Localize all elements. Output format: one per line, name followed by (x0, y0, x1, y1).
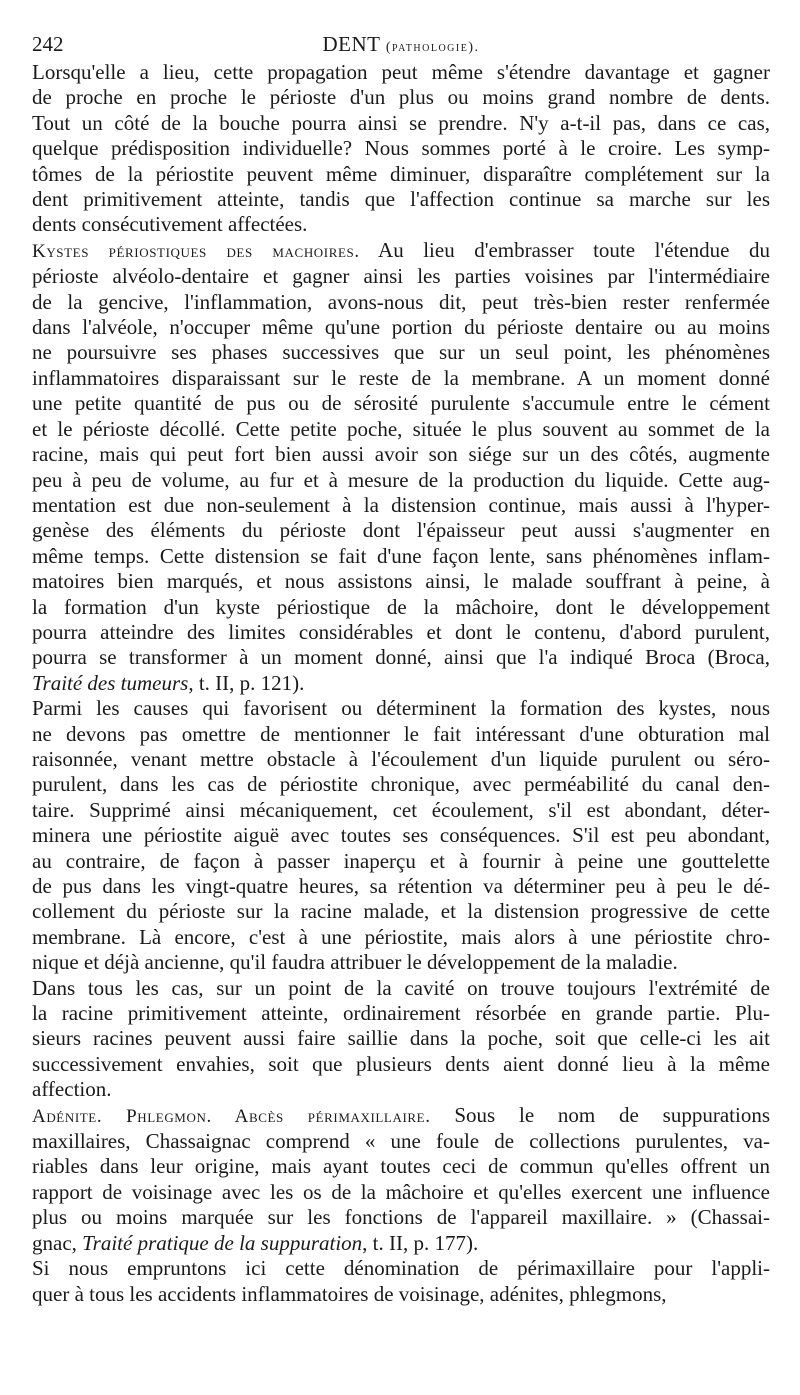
text-line (32, 544, 770, 569)
text-line (32, 238, 770, 264)
line-text: de la gencive, l'inflammation, avons-nous dit, peut très-bien rester renfermée (32, 289, 770, 314)
running-title (32, 32, 770, 57)
text-line (32, 798, 770, 823)
text-line (32, 442, 770, 467)
page-number: 242 (32, 32, 64, 56)
line-text: la formation d'un kyste périostique de la mâchoire, dont le développement (32, 594, 770, 619)
text-line (32, 874, 770, 899)
text-line (32, 315, 770, 340)
text-line (32, 899, 770, 924)
text-line (32, 493, 770, 518)
line-text: purulent, dans les cas de périostite chronique, avec perméabilité du canal den- (32, 772, 770, 797)
section-heading: Kystes périostiques des machoires. (32, 240, 360, 262)
text-line (32, 1154, 770, 1179)
line-text: dent primitivement atteinte, tandis que l'affection continue sa marche sur les (32, 187, 770, 212)
text-line (32, 212, 770, 237)
line-text: Parmi les causes qui favorisent ou déterminent la formation des kystes, nous (32, 696, 770, 721)
text-line (32, 136, 770, 161)
running-title-sub: (pathologie). (385, 40, 480, 55)
text-line (32, 747, 770, 772)
line-text: collement du périoste sur la racine malade, et la distension progressive de cette (32, 899, 770, 924)
text-line (32, 976, 770, 1001)
text-line (32, 417, 770, 442)
line-text: riables dans leur origine, mais ayant toutes ceci de commun qu'elles offrent un (32, 1154, 770, 1179)
line-text: de pus dans les vingt-quatre heures, sa rétention va déterminer peu à peu le dé- (32, 874, 770, 898)
line-text: pourra se transformer à un moment donné, ainsi que l'a indiqué Broca (Broca, (32, 645, 770, 670)
text-line (32, 595, 770, 620)
line-text: Lorsqu'elle a lieu, cette propagation peut même s'étendre davantage et gagner (32, 60, 770, 84)
text-line (32, 1205, 770, 1230)
text-line (32, 468, 770, 493)
text-line (32, 1256, 770, 1281)
line-text: raisonnée, venant mettre obstacle à l'écoulement d'un liquide purulent ou séro- (32, 746, 770, 771)
line-text: genèse des éléments du périoste dont l'épaisseur peut aussi s'augmenter en (32, 518, 770, 543)
line-text: nique et déjà ancienne, qu'il faudra attribuer le développement de la maladie. (32, 950, 678, 975)
line-text: Au lieu d'embrasser toute l'étendue du (359, 237, 770, 262)
book-title: Traité des tumeurs (32, 670, 189, 695)
reference-prefix: gnac, (32, 1230, 83, 1255)
paragraph (32, 976, 770, 1103)
line-text: quer à tous les accidents inflammatoires de voisinage, adénites, phlegmons, (32, 1281, 667, 1306)
text-line (32, 1077, 770, 1102)
paragraph (32, 696, 770, 975)
text-line (32, 696, 770, 721)
line-text: la racine primitivement atteinte, ordinairement résorbée en grande partie. Plu- (32, 1001, 770, 1026)
line-text: même temps. Cette distension se fait d'une façon lente, sans phénomènes inflam- (32, 543, 770, 568)
line-text: quelque prédisposition individuelle? Nous sommes porté à le croire. Les symp- (32, 136, 770, 161)
text-line (32, 772, 770, 797)
text-line (32, 1052, 770, 1077)
line-text: plus ou moins marquée sur les fonctions de l'appareil maxillaire. » (Chassai- (32, 1205, 770, 1230)
text-line (32, 290, 770, 315)
text-line (32, 569, 770, 594)
line-text: mentation est due non-seulement à la distension continue, mais aussi à l'hyper- (32, 492, 770, 517)
text-line (32, 366, 770, 391)
text-line (32, 391, 770, 416)
text-line (32, 518, 770, 543)
line-text: sieurs racines peuvent aussi faire saillie dans la poche, soit que celle-ci les ait (32, 1026, 770, 1051)
line-text: une petite quantité de pus ou de sérosité purulente s'accumule entre le cément (32, 391, 770, 416)
line-text: matoires bien marqués, et nous assistons ainsi, le malade souffrant à peine, à (32, 569, 770, 594)
line-text: peu à peu de volume, au fur et à mesure de la production du liquide. Cette aug- (32, 467, 770, 492)
text-line (32, 925, 770, 950)
text-line (32, 264, 770, 289)
text-line (32, 1103, 770, 1129)
paragraph (32, 1256, 770, 1307)
line-text: au contraire, de façon à passer inaperçu et à fournir à peine une gouttelette (32, 848, 770, 873)
paragraph (32, 60, 770, 238)
running-header (32, 30, 770, 60)
line-text: minera une périostite aiguë avec toutes ses conséquences. S'il est peu abondant, (32, 823, 770, 848)
text-line (32, 340, 770, 365)
line-text: membrane. Là encore, c'est à une périostite, mais alors à une périostite chro- (32, 924, 770, 949)
running-title-main: DENT (322, 32, 381, 56)
line-text: inflammatoires disparaissant sur le reste de la membrane. A un moment donné (32, 365, 770, 390)
line-text: maxillaires, Chassaignac comprend « une foule de collections purulentes, va- (32, 1129, 770, 1154)
line-text: affection. (32, 1077, 112, 1102)
line-text: racine, mais qui peut fort bien aussi avoir son siége sur un des côtés, augmente (32, 442, 770, 467)
reference-rest: , t. II, p. 177). (362, 1230, 479, 1255)
text-line (32, 1282, 770, 1307)
text-line (32, 620, 770, 645)
text-line (32, 1180, 770, 1205)
text-line (32, 823, 770, 848)
text-line (32, 162, 770, 187)
line-text: de proche en proche le périoste d'un plus ou moins grand nombre de dents. (32, 85, 770, 110)
book-title: Traité pratique de la suppuration (82, 1230, 363, 1255)
reference-rest: , t. II, p. 121). (188, 670, 305, 695)
reference-line (32, 671, 770, 696)
line-text: taire. Supprimé ainsi mécaniquement, cet écoulement, s'il est abondant, déter- (32, 797, 770, 822)
text-line (32, 111, 770, 136)
text-line (32, 1001, 770, 1026)
reference-line (32, 1231, 770, 1256)
text-line (32, 722, 770, 747)
text-line (32, 1026, 770, 1051)
paragraph (32, 238, 770, 696)
line-text: successivement envahies, soit que plusieurs dents aient donné lieu à la même (32, 1051, 770, 1076)
line-text: Sous le nom de suppurations (430, 1102, 770, 1127)
text-line (32, 849, 770, 874)
text-line (32, 60, 770, 85)
text-line (32, 1129, 770, 1154)
line-text: pourra atteindre des limites considérables et dont le contenu, d'abord purulent, (32, 619, 770, 644)
line-text: ne poursuivre ses phases successives que sur un seul point, les phénomènes (32, 340, 770, 365)
line-text: Tout un côté de la bouche pourra ainsi se prendre. N'y a-t-il pas, dans ce cas, (32, 110, 770, 135)
section-heading: Adénite. Phlegmon. Abcès périmaxillaire. (32, 1105, 431, 1127)
line-text: tômes de la périostite peuvent même diminuer, disparaître complétement sur la (32, 161, 770, 186)
paragraph (32, 1103, 770, 1256)
line-text: rapport de voisinage avec les os de la mâchoire et qu'elles exercent une influence (32, 1179, 770, 1204)
body-text (32, 60, 770, 1307)
line-text: dans l'alvéole, n'occuper même qu'une portion du périoste dentaire ou au moins (32, 315, 770, 340)
line-text: Si nous empruntons ici cette dénomination de périmaxillaire pour l'appli- (32, 1256, 770, 1281)
line-text: périoste alvéolo-dentaire et gagner ainsi les parties voisines par l'intermédiaire (32, 264, 770, 289)
text-line (32, 645, 770, 670)
text-line (32, 950, 770, 975)
line-text: Dans tous les cas, sur un point de la cavité on trouve toujours l'extrémité de (32, 975, 770, 1000)
line-text: et le périoste décollé. Cette petite poche, située le plus souvent au sommet de la (32, 416, 770, 441)
text-line (32, 85, 770, 110)
line-text: ne devons pas omettre de mentionner le fait intéressant d'une obturation mal (32, 721, 770, 746)
line-text: dents consécutivement affectées. (32, 212, 308, 237)
text-line (32, 187, 770, 212)
